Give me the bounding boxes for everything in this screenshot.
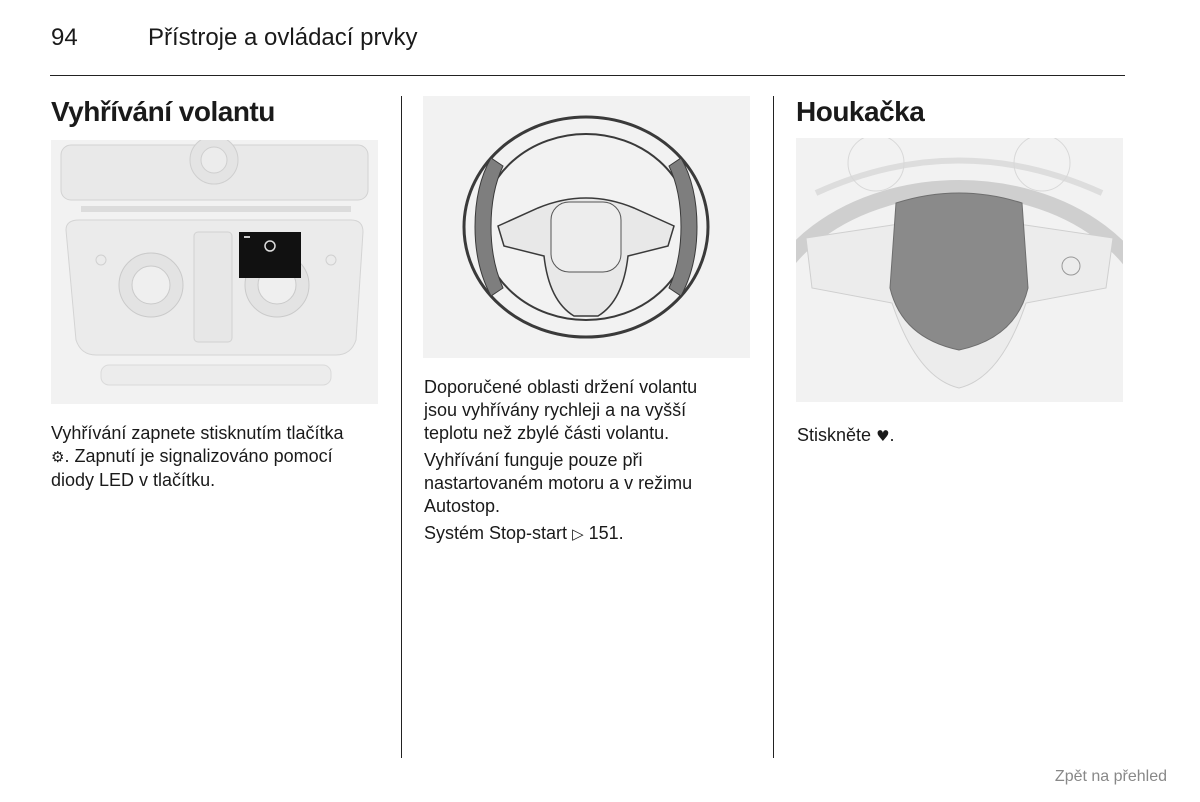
horn-instruction-text: Stiskněte: [797, 425, 872, 445]
heating-zones-text: [424, 376, 764, 550]
description-text: Vyhřívání zapnete stisknutím tlačítka: [51, 423, 344, 443]
description-text-end: diody LED v tlačítku.: [51, 470, 216, 490]
zones-text-line-1: Doporučené oblasti držení volantu: [424, 377, 698, 397]
operation-text-line-1: Vyhřívání funguje pouze při: [424, 450, 643, 470]
column-divider-1: [401, 96, 402, 758]
heater-control-panel-figure: [51, 140, 378, 404]
chapter-title: Přístroje a ovládací prvky: [148, 24, 418, 51]
back-to-overview-link[interactable]: Zpět na přehled: [1054, 768, 1167, 785]
column-divider-2: [773, 96, 774, 758]
horn-icon: ♥: [876, 427, 890, 445]
horn-instruction: [797, 424, 1137, 452]
stop-start-reference: Systém Stop-start: [424, 523, 568, 543]
header-rule: [50, 75, 1125, 76]
zones-text-line-2: jsou vyhřívány rychleji a na vyšší: [424, 400, 687, 420]
heading-heated-steering-wheel: Vyhřívání volantu: [51, 96, 275, 127]
horn-steering-wheel-figure: [796, 138, 1123, 402]
steering-wheel-heating-zones-figure: [423, 96, 750, 358]
operation-text-line-3: Autostop.: [424, 496, 501, 516]
heading-horn: Houkačka: [796, 96, 925, 127]
stop-start-page-number: 151.: [583, 523, 624, 543]
page-number: 94: [51, 24, 78, 51]
description-text-continued: . Zapnutí je signalizováno pomocí: [64, 446, 333, 466]
horn-instruction-end: .: [889, 425, 895, 445]
operation-text-line-2: nastartovaném motoru a v režimu: [424, 473, 693, 493]
heated-wheel-description: [51, 422, 391, 496]
zones-text-line-3: teplotu než zbylé části volantu.: [424, 423, 670, 443]
heated-wheel-button-icon: ⚙: [51, 448, 65, 466]
page-reference-arrow-icon: ▷: [572, 525, 584, 543]
